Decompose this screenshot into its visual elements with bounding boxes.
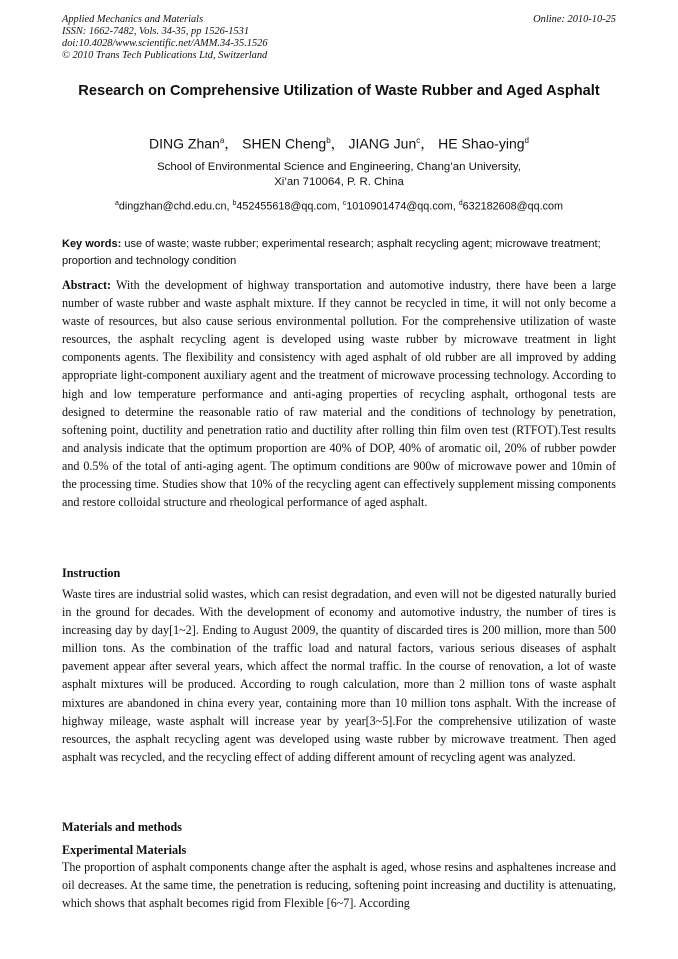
email-list [62, 197, 616, 214]
section-heading-materials: Materials and methods [62, 820, 182, 834]
abstract-label: Abstract: [62, 278, 112, 292]
email-link[interactable]: dingzhan@chd.edu.cn, [118, 200, 230, 213]
journal-name: Applied Mechanics and Materials [62, 14, 204, 25]
affiliation [62, 160, 616, 190]
author-separator: ， [420, 135, 435, 152]
author-list [62, 132, 616, 153]
email-sup: c [342, 200, 347, 207]
email-sup: b [232, 200, 237, 207]
email-link[interactable]: 1010901474@qq.com, [346, 200, 456, 213]
journal-header [62, 14, 616, 62]
email-link[interactable]: 452455618@qq.com, [236, 200, 340, 213]
abstract [62, 276, 616, 511]
abstract-text: With the development of highway transportation and automotive industry, there have been a large number of waste rubber and waste asphalt mixture. If they cannot be recycled in time, it will not only become a waste of resources, but also cause serious environmental pollution. For the comprehensive utilization of waste resources, the asphalt recycling agent is developed using waste rubber by microwave treatment in light components agents. The flexibility and consistency with aged asphalt of old rubber are all improved by adding appropriate light-component auxiliary agent and the treatment of microwave processing technology. According to high and low temperature performance and anti-aging properties of recycling asphalt, orthogonal tests are designed to determine the reasonable ratio of raw material and the conditions of technology by penetration, softening point, ductility and penetration ratio and ductility after rolling thin film oven test (RTFOT).Test results and analysis indicate that the optimum proportion are 40% of DOP, 40% of aromatic oil, 20% of rubber powder and 0.5% of the total of anti-aging agent. The optimum conditions are 900w of microwave power and 10min of the processing time. Studies show that 10% of the recycling agent can effectively supplement missing components and restore colloidal structure and rheological performance of aged asphalt. [62, 278, 616, 510]
issn-line: ISSN: 1662-7482, Vols. 34-35, pp 1526-1531 [62, 26, 250, 37]
subsection-heading-experimental: Experimental Materials [62, 843, 187, 857]
author-separator: ， [330, 135, 345, 152]
author-sup: d [524, 136, 529, 145]
affiliation-line: Xi’an 710064, P. R. China [274, 176, 404, 188]
email-sup: d [458, 200, 463, 207]
author-name: JIANG Jun [348, 135, 417, 152]
affiliation-line: School of Environmental Science and Engineering, Chang’an University, [157, 161, 521, 173]
author-separator: ， [224, 135, 239, 152]
keywords-text: use of waste; waste rubber; experimental research; asphalt recycling agent; microwave treatment; proportion and technology condition [62, 238, 601, 267]
online-date: Online: 2010-10-25 [533, 14, 616, 25]
doi-line: doi:10.4028/www.scientific.net/AMM.34-35.1526 [62, 38, 268, 49]
author-sup: a [219, 136, 225, 145]
keywords-label: Key words: [62, 238, 122, 250]
author-sup: b [326, 136, 331, 145]
email-sup: a [114, 200, 119, 207]
section-heading-instruction: Instruction [62, 566, 121, 580]
author-name: DING Zhan [149, 135, 220, 152]
keywords [62, 236, 616, 270]
author-sup: c [416, 136, 421, 145]
copyright-line: © 2010 Trans Tech Publications Ltd, Switzerland [62, 50, 268, 61]
experimental-paragraph: The proportion of asphalt components change after the asphalt is aged, whose resins and asphaltenes increase and oil decreases. At the same time, the penetration is reducing, softening point increasing and ductility is attenuating, which shows that asphalt becomes rigid from Flexible [6~7]. According [62, 860, 616, 911]
email-link[interactable]: 632182608@qq.com [462, 200, 564, 213]
paper-title: Research on Comprehensive Utilization of Waste Rubber and Aged Asphalt [78, 83, 600, 99]
author-name: HE Shao-ying [438, 135, 525, 152]
author-name: SHEN Cheng [242, 135, 327, 152]
instruction-paragraph: Waste tires are industrial solid wastes, which can resist degradation, and even will not be digested naturally buried in the ground for decades. With the development of economy and automotive industry, the number of tires is increasing day by day[1~2]. Ending to August 2009, the quantity of discarded tires is 200 million, more than 500 million tons. As the combination of the traffic load and natural factors, various serious diseases of asphalt pavement appear after several years, which affect the normal traffic. In the course of renovation, a lot of waste asphalt mixtures will be produced. According to rough calculation, more than 2 million tons of waste asphalt mixtures are abandoned in china every year, containing more than 10 million tons asphalt. With the increase of highway mileage, waste asphalt will increase year by year[3~5].For the comprehensive utilization of waste resources, the asphalt recycling agent was developed using waste rubber by microwave treatment. Then aged asphalt was recycled, and the recycling effect of adding different amount of recycling agent was analyzed. [62, 587, 616, 764]
